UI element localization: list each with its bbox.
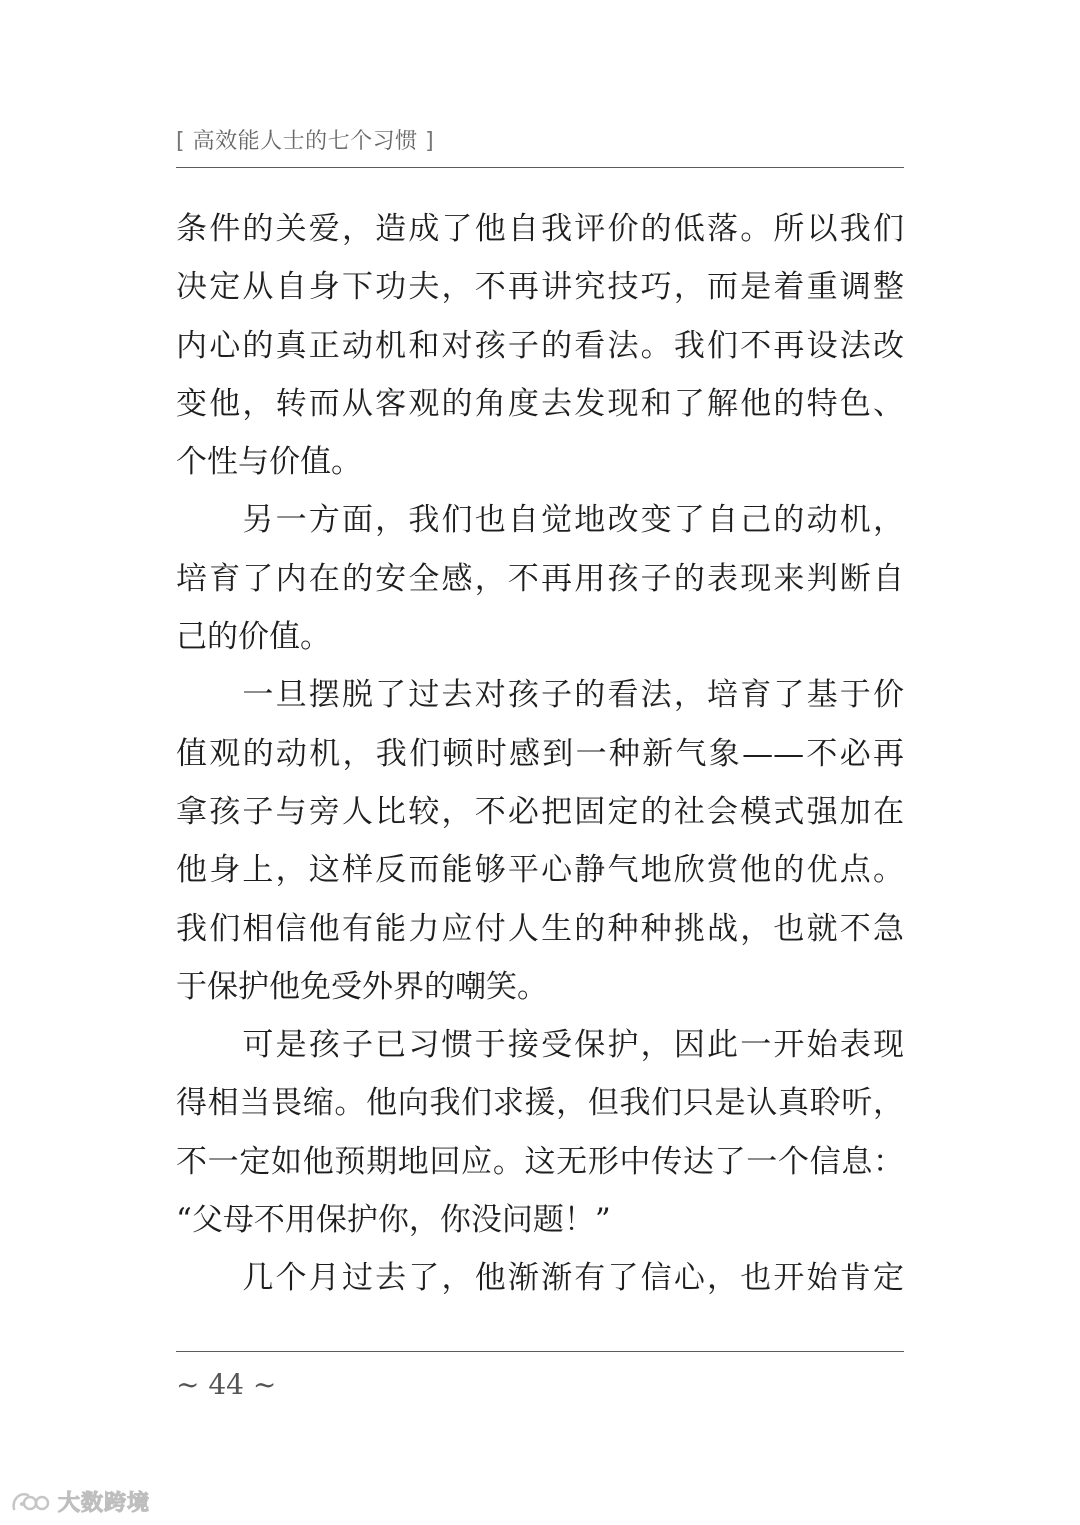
- text-line: “父母不用保护你，你没问题！”: [176, 1202, 611, 1239]
- text-line: 培育了内在的安全感，不再用孩子的表现来判断自: [176, 560, 904, 597]
- text-line: 得相当畏缩。他向我们求援，但我们只是认真聆听，: [176, 1085, 904, 1122]
- text-line: 他身上，这样反而能够平心静气地欣赏他的优点。: [176, 852, 904, 889]
- brand-logo-icon: [10, 1489, 50, 1515]
- body-text: [176, 200, 904, 1308]
- text-line: 我们相信他有能力应付人生的种种挑战，也就不急: [176, 910, 904, 947]
- header-close-bracket: ]: [425, 129, 435, 154]
- watermark-text: 大数跨境: [58, 1491, 151, 1516]
- text-line: 变他，转而从客观的角度去发现和了解他的特色、: [176, 385, 904, 422]
- text-line: 内心的真正动机和对孩子的看法。我们不再设法改: [176, 327, 904, 364]
- book-title: 高效能人士的七个习惯: [192, 129, 418, 154]
- page-number: ~ 44 ~: [176, 1368, 277, 1401]
- text-line: 个性与价值。: [176, 444, 362, 481]
- footer-divider: [176, 1351, 904, 1352]
- header-open-bracket: [: [176, 129, 186, 154]
- watermark: [10, 1486, 150, 1517]
- text-line: 值观的动机，我们顿时感到一种新气象——不必再: [176, 735, 904, 772]
- text-line: 另一方面，我们也自觉地改变了自己的动机，: [176, 502, 904, 539]
- running-header: [176, 124, 434, 155]
- text-line: 于保护他免受外界的嘲笑。: [176, 968, 548, 1005]
- text-line: 决定从自身下功夫，不再讲究技巧，而是着重调整: [176, 269, 904, 306]
- text-line: 几个月过去了，他渐渐有了信心，也开始肯定: [176, 1260, 904, 1297]
- text-line: 己的价值。: [176, 619, 331, 656]
- text-line: 条件的关爱，造成了他自我评价的低落。所以我们: [176, 211, 904, 247]
- header-divider: [176, 167, 904, 168]
- text-line: 拿孩子与旁人比较，不必把固定的社会模式强加在: [176, 793, 904, 830]
- text-line: 不一定如他预期地回应。这无形中传达了一个信息：: [176, 1143, 904, 1180]
- text-line: 一旦摆脱了过去对孩子的看法，培育了基于价: [176, 677, 904, 714]
- text-line: 可是孩子已习惯于接受保护，因此一开始表现: [176, 1027, 904, 1064]
